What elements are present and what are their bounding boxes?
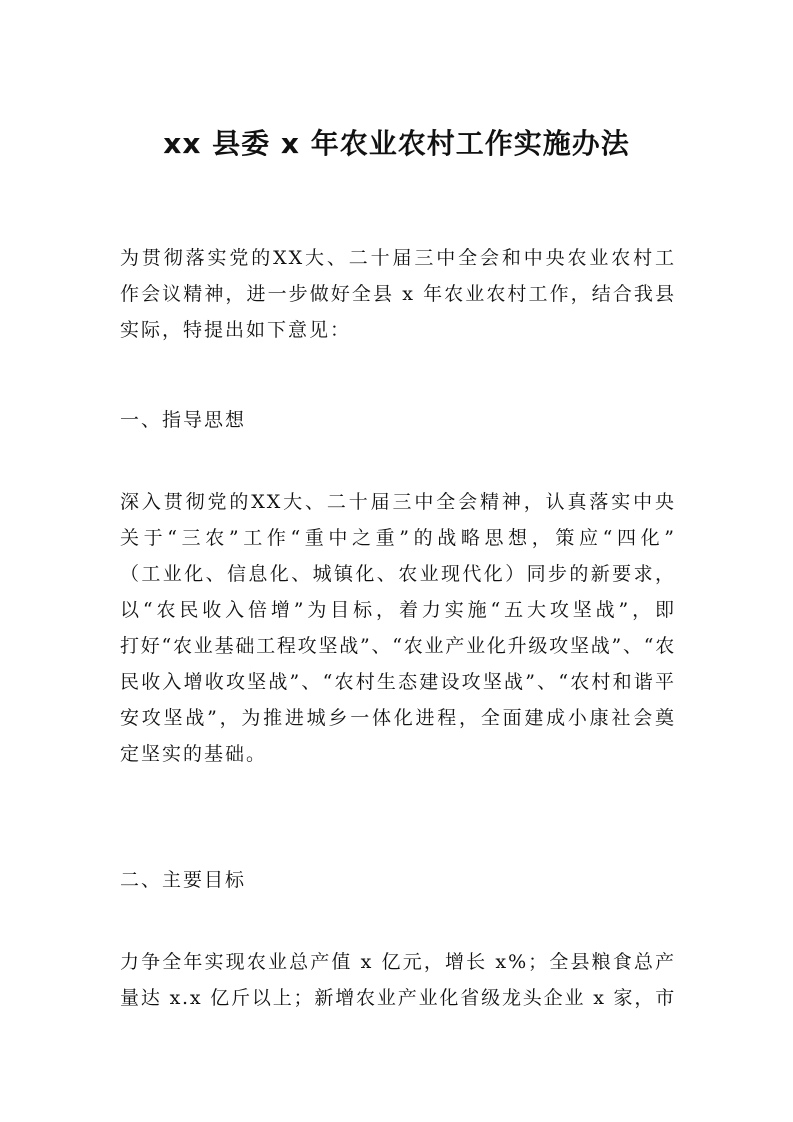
section1-line-3: （工业化、信息化、城镇化、农业现代化）同步的新要求， bbox=[120, 563, 676, 585]
intro-paragraph bbox=[120, 240, 676, 348]
section-heading-main-goals: 二、主要目标 bbox=[120, 869, 247, 891]
section-heading-guiding-ideology: 一、指导思想 bbox=[120, 409, 247, 431]
section1-line-8: 定坚实的基础。 bbox=[120, 743, 268, 765]
section1-line-4: 以“农民收入倍增”为目标，着力实施“五大攻坚战”，即 bbox=[120, 599, 676, 621]
guiding-ideology-paragraph bbox=[120, 484, 676, 772]
document-title: xx 县委 x 年农业农村工作实施办法 bbox=[163, 127, 630, 160]
section1-line-2: 关于“三农”工作“重中之重”的战略思想，策应“四化” bbox=[120, 527, 676, 549]
section1-line-7: 安攻坚战”，为推进城乡一体化进程，全面建成小康社会奠 bbox=[120, 707, 676, 729]
intro-line-3: 实际，特提出如下意见： bbox=[120, 319, 352, 341]
intro-line-2: 作会议精神，进一步做好全县 x 年农业农村工作，结合我县 bbox=[120, 283, 676, 305]
section1-line-5: 打好“农业基础工程攻坚战”、“农业产业化升级攻坚战”、“农 bbox=[120, 635, 676, 657]
section1-line-6: 民收入增收攻坚战”、“农村生态建设攻坚战”、“农村和谐平 bbox=[120, 671, 676, 693]
section2-line-2: 量达 x.x 亿斤以上；新增农业产业化省级龙头企业 x 家，市 bbox=[120, 987, 676, 1009]
main-goals-paragraph bbox=[120, 944, 676, 1016]
intro-line-1: 为贯彻落实党的XX大、二十届三中全会和中央农业农村工 bbox=[120, 247, 676, 269]
section2-line-1: 力争全年实现农业总产值 x 亿元，增长 x%；全县粮食总产 bbox=[120, 951, 676, 973]
section1-line-1: 深入贯彻党的XX大、二十届三中全会精神，认真落实中央 bbox=[120, 491, 676, 513]
